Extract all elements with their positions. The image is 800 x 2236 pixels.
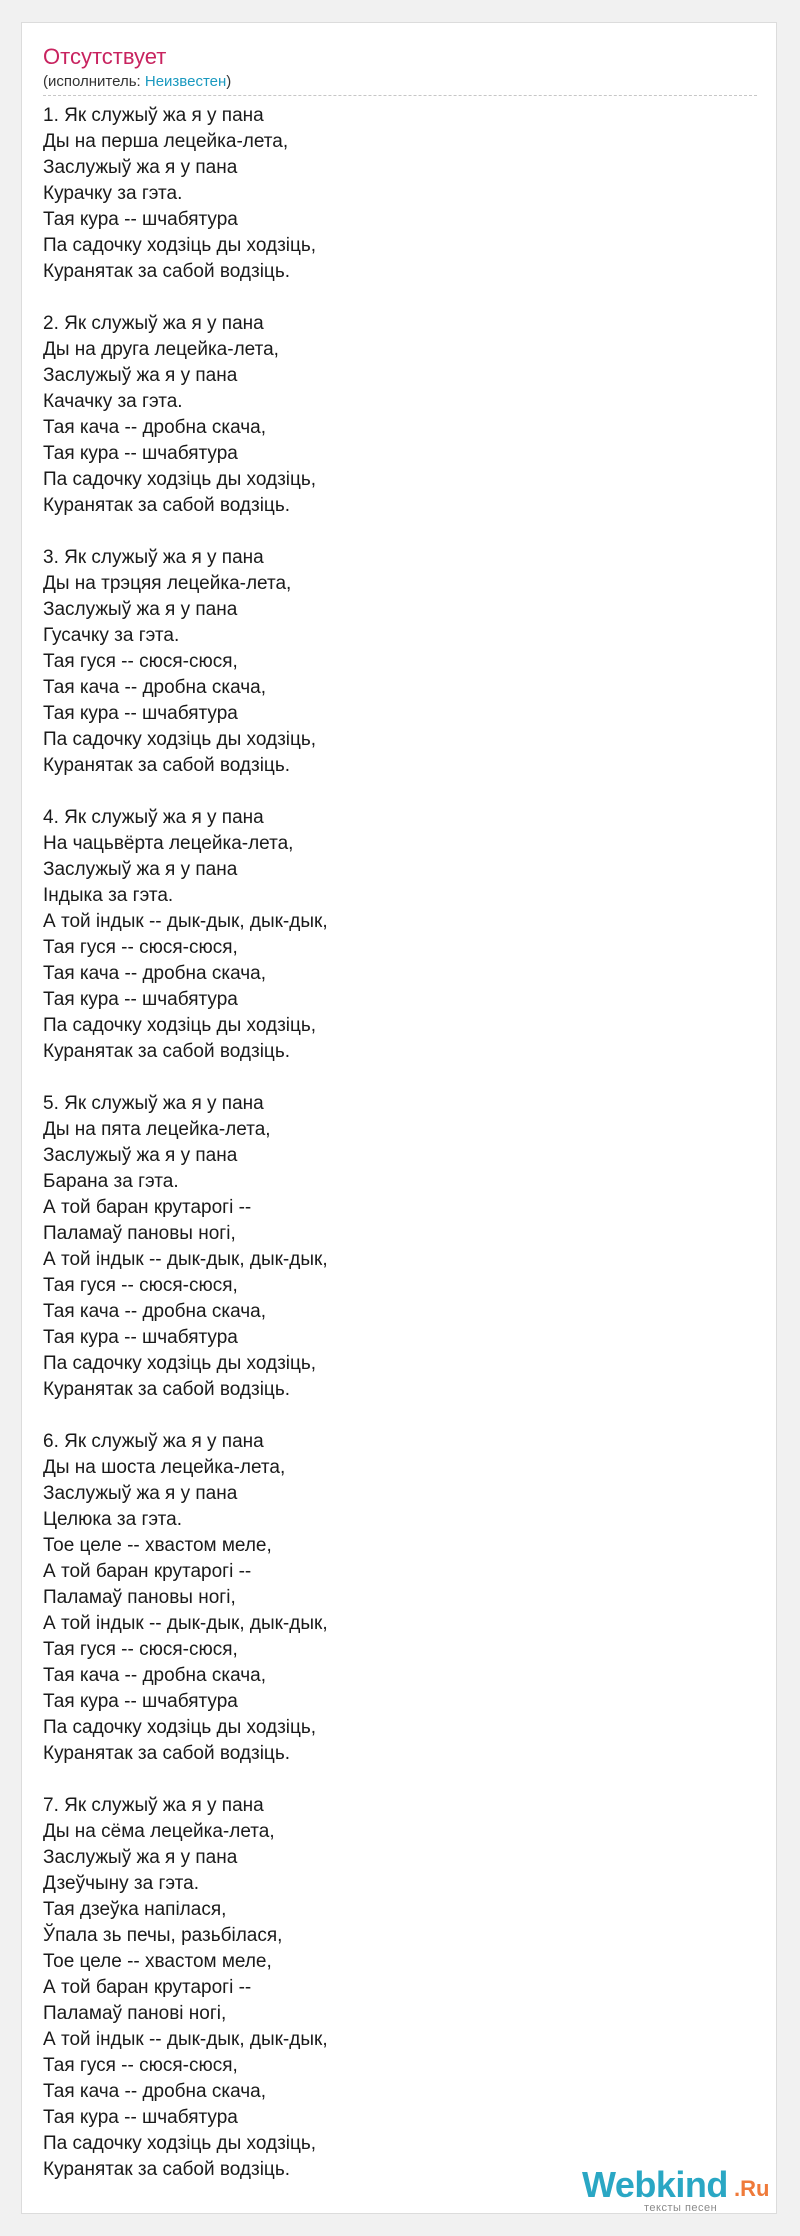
lyric-line: Тая кача -- дробна скача, <box>43 1301 267 1322</box>
lyric-line: Тая кура -- шчабятура <box>43 1327 238 1348</box>
lyric-line: Заслужыў жа я у пана <box>43 859 238 880</box>
logo-tld: .Ru <box>734 2176 770 2201</box>
lyric-line: Тая гуся -- сюся-сюся, <box>43 1275 238 1296</box>
lyric-line: Тая кура -- шчабятура <box>43 209 238 230</box>
lyric-line: Па садочку ходзіць ды ходзіць, <box>43 1015 317 1036</box>
lyric-line: 1. Як служыў жа я у пана <box>43 105 264 126</box>
lyric-line: Куранятак за сабой водзіць. <box>43 1743 290 1764</box>
stanza <box>43 545 743 779</box>
lyric-line: 3. Як служыў жа я у пана <box>43 547 264 568</box>
lyric-line: 5. Як служыў жа я у пана <box>43 1093 264 1114</box>
lyric-line: А той індык -- дык-дык, дык-дык, <box>43 911 328 932</box>
lyric-line: 6. Як служыў жа я у пана <box>43 1431 264 1452</box>
lyric-line: Заслужыў жа я у пана <box>43 1847 238 1868</box>
lyric-line: Тая кура -- шчабятура <box>43 2107 238 2128</box>
lyric-line: А той індык -- дык-дык, дык-дык, <box>43 2029 328 2050</box>
lyric-line: Курачку за гэта. <box>43 183 183 204</box>
lyric-line: 4. Як служыў жа я у пана <box>43 807 264 828</box>
stanza <box>43 1429 743 1767</box>
stanza <box>43 311 743 519</box>
lyric-line: Заслужыў жа я у пана <box>43 599 238 620</box>
artist-prefix: (исполнитель: <box>43 73 145 90</box>
lyric-line: Заслужыў жа я у пана <box>43 365 238 386</box>
lyric-line: Дзеўчыну за гэта. <box>43 1873 199 1894</box>
lyric-line: Тая гуся -- сюся-сюся, <box>43 937 238 958</box>
lyric-line: Тая дзеўка напілася, <box>43 1899 227 1920</box>
lyric-line: Тое целе -- хвастом меле, <box>43 1951 272 1972</box>
lyric-line: Тая кура -- шчабятура <box>43 989 238 1010</box>
lyric-line: Ўпала зь печы, разьбілася, <box>43 1925 283 1946</box>
lyric-line: Індыка за гэта. <box>43 885 174 906</box>
lyric-line: Тая кача -- дробна скача, <box>43 2081 267 2102</box>
lyric-line: Паламаў панові ногі, <box>43 2003 227 2024</box>
lyric-line: Куранятак за сабой водзіць. <box>43 755 290 776</box>
lyric-line: А той індык -- дык-дык, дык-дык, <box>43 1613 328 1634</box>
lyric-line: Тая кача -- дробна скача, <box>43 417 267 438</box>
lyric-line: Па садочку ходзіць ды ходзіць, <box>43 469 317 490</box>
lyric-line: Куранятак за сабой водзіць. <box>43 495 290 516</box>
lyric-line: Тая кача -- дробна скача, <box>43 677 267 698</box>
lyric-line: Па садочку ходзіць ды ходзіць, <box>43 729 317 750</box>
lyric-line: Ды на шоста лецейка-лета, <box>43 1457 286 1478</box>
lyric-line: Тая кача -- дробна скача, <box>43 1665 267 1686</box>
lyric-line: Качачку за гэта. <box>43 391 183 412</box>
lyric-line: Барана за гэта. <box>43 1171 179 1192</box>
site-logo[interactable] <box>582 2164 772 2216</box>
logo-brand: Webkind <box>582 2164 728 2205</box>
lyric-line: Тая гуся -- сюся-сюся, <box>43 2055 238 2076</box>
lyric-line: Заслужыў жа я у пана <box>43 1483 238 1504</box>
stanza <box>43 1793 743 2183</box>
lyric-line: Па садочку ходзіць ды ходзіць, <box>43 235 317 256</box>
lyric-line: Па садочку ходзіць ды ходзіць, <box>43 2133 317 2154</box>
lyric-line: Тая кура -- шчабятура <box>43 1691 238 1712</box>
lyric-line: А той баран крутарогі -- <box>43 1197 252 1218</box>
lyrics-body <box>43 103 743 2209</box>
lyric-line: Куранятак за сабой водзіць. <box>43 1379 290 1400</box>
lyric-line: А той баран крутарогі -- <box>43 1977 252 1998</box>
stanza <box>43 805 743 1065</box>
lyric-line: Тая кура -- шчабятура <box>43 443 238 464</box>
stanza <box>43 103 743 285</box>
lyric-line: 2. Як служыў жа я у пана <box>43 313 264 334</box>
lyric-line: 7. Як служыў жа я у пана <box>43 1795 264 1816</box>
lyric-line: А той індык -- дык-дык, дык-дык, <box>43 1249 328 1270</box>
lyric-line: Паламаў пановы ногі, <box>43 1223 236 1244</box>
lyric-line: Гусачку за гэта. <box>43 625 180 646</box>
lyric-line: Ды на перша лецейка-лета, <box>43 131 289 152</box>
artist-link[interactable]: Неизвестен <box>144 73 227 90</box>
song-title: Отсутствует <box>43 44 167 69</box>
lyric-line: Ды на друга лецейка-лета, <box>43 339 279 360</box>
stanza <box>43 1091 743 1403</box>
lyric-line: Тая гуся -- сюся-сюся, <box>43 651 238 672</box>
lyric-line: Тая гуся -- сюся-сюся, <box>43 1639 238 1660</box>
artist-line <box>43 73 757 96</box>
lyric-line: Ды на трэцяя лецейка-лета, <box>43 573 292 594</box>
lyric-line: Целюка за гэта. <box>43 1509 183 1530</box>
lyric-line: Заслужыў жа я у пана <box>43 1145 238 1166</box>
lyric-line: На чацьвёрта лецейка-лета, <box>43 833 294 854</box>
lyric-line: Куранятак за сабой водзіць. <box>43 1041 290 1062</box>
lyric-line: Заслужыў жа я у пана <box>43 157 238 178</box>
lyric-line: Паламаў пановы ногі, <box>43 1587 236 1608</box>
lyric-line: Ды на пята лецейка-лета, <box>43 1119 271 1140</box>
lyric-line: Куранятак за сабой водзіць. <box>43 2159 290 2180</box>
artist-suffix: ) <box>226 73 232 90</box>
lyric-line: А той баран крутарогі -- <box>43 1561 252 1582</box>
lyric-line: Куранятак за сабой водзіць. <box>43 261 290 282</box>
lyric-line: Па садочку ходзіць ды ходзіць, <box>43 1717 317 1738</box>
lyric-line: Тая кача -- дробна скача, <box>43 963 267 984</box>
lyric-line: Тая кура -- шчабятура <box>43 703 238 724</box>
logo-tagline: тексты песен <box>644 2202 718 2214</box>
lyric-line: Тое целе -- хвастом меле, <box>43 1535 272 1556</box>
lyric-line: Ды на сёма лецейка-лета, <box>43 1821 275 1842</box>
lyric-line: Па садочку ходзіць ды ходзіць, <box>43 1353 317 1374</box>
